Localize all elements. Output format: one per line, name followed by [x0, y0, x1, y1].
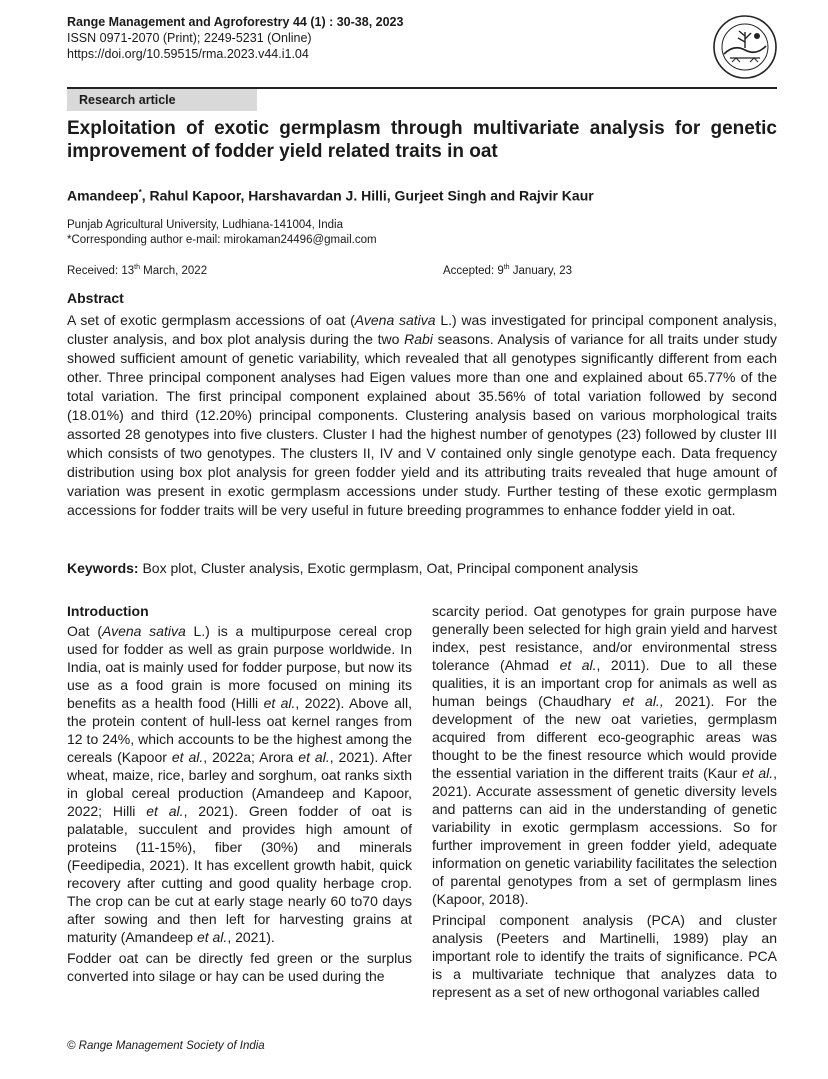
abstract-text: A set of exotic germplasm accessions of oat (Avena sativa L.) was investigated for principal component analysis, cluster analysis, and box plot analysis during the two Rabi seasons. Analysis of variance for all traits under study showed sufficient amount of genetic variability, which revealed that all genotypes significantly different from each other. Three principal component analyses had Eigen values more than one and explained about 65.77% of the total variation. The first principal component explained about 35.56% of total variation followed by second (18.01%) and third (12.20%) principal components. Clustering analysis based on various morphological traits assorted 28 genotypes into five clusters. Cluster I had the highest number of genotypes (23) followed by cluster III which consists of two genotypes. The clusters II, IV and V contained only single genotype each. Data frequency distribution using box plot analysis for green fodder yield and its attributing traits revealed that huge amount of variation was present in exotic germplasm accessions under study. Further testing of these exotic germplasm accessions for fodder traits will be very useful in future breeding programmes to enhance fodder yield in oat. [67, 312, 777, 518]
other-authors: , Rahul Kapoor, Harshavardan J. Hilli, Gurjeet Singh and Rajvir Kaur [141, 187, 594, 204]
intro-paragraph-2-cont: scarcity period. Oat genotypes for grain purpose have generally been selected for high grain yield and harvest index, pest resistance, and/or environmental stress tolerance (Ahmad et al., 2011). Due to all these qualities, it is an important crop for animals as well as human beings (Chaudhary et al., 2021). For the development of the new oat varieties, germplasm acquired from different eco-geographic areas was thought to be the finest resource which would provide the essential variation in the different traits (Kaur et al., 2021). Accurate assessment of genetic diversity levels and patterns can aid in the understanding of genetic variability in exotic germplasm accessions. So for further improvement in green fodder yield, adequate information on genetic variability facilitates the selection of parental genotypes from a set of germplasm lines (Kapoor, 2018). [432, 603, 778, 907]
corresponding-mark: * [138, 188, 142, 197]
article-title: Exploitation of exotic germplasm through multivariate analysis for genetic improvement of fodder yield related traits in oat [67, 118, 777, 162]
corresponding-email: *Corresponding author e-mail: mirokaman24496@gmail.com [67, 234, 377, 246]
introduction-heading: Introduction [67, 603, 149, 619]
accepted-date: Accepted: 9th January, 23 [443, 264, 573, 277]
abstract-heading: Abstract [67, 290, 124, 306]
intro-paragraph-2: Fodder oat can be directly fed green or the surplus converted into silage or hay can be used during the [67, 950, 412, 984]
issn: ISSN 0971-2070 (Print); 2249-5231 (Online) [67, 31, 312, 45]
society-seal-logo [712, 14, 778, 80]
journal-citation: Range Management and Agroforestry 44 (1) : 30-38, 2023 [67, 15, 404, 29]
intro-paragraph-3: Principal component analysis (PCA) and cluster analysis (Peeters and Martinelli, 1989) play an important role to identify the traits of significance. PCA is a multivariate technique that analyzes data to represent as a set of new orthogonal variables called [432, 912, 777, 1000]
received-date: Received: 13th March, 2022 [67, 264, 208, 277]
doi-link[interactable]: https://doi.org/10.59515/rma.2023.v44.i1.04 [67, 47, 309, 61]
article-type-badge: Research article [67, 89, 257, 111]
author-list [67, 184, 594, 205]
first-author: Amandeep [67, 187, 139, 204]
institution: Punjab Agricultural University, Ludhiana-141004, India [67, 219, 343, 231]
body-column-right [432, 602, 777, 1004]
journal-header [67, 14, 403, 62]
affiliation-block [67, 218, 377, 248]
keywords-label: Keywords: [67, 560, 139, 576]
copyright-footer: © Range Management Society of India [67, 1040, 265, 1052]
body-column-left [67, 602, 412, 988]
intro-paragraph-1: Oat (Avena sativa L.) is a multipurpose cereal crop used for fodder as well as grain purpose worldwide. In India, oat is mainly used for fodder purpose, but now its use as a food grain is more focused on mining its benefits as a health food (Hilli et al., 2022). Above all, the protein content of hull-less oat kernel ranges from 12 to 24%, which accounts to be the highest among the cereals (Kapoor et al., 2022a; Arora et al., 2021). After wheat, maize, rice, barley and sorghum, oat ranks sixth in global cereal production (Amandeep and Kapoor, 2022; Hilli et al., 2021). Green fodder of oat is palatable, succulent and provides high amount of proteins (11-15%), fiber (30%) and minerals (Feedipedia, 2021). It has excellent growth habit, quick recovery after cutting and good quality herbage crop. The crop can be cut at early stage nearly 60 to70 days after sowing and then left for harvesting grains at maturity (Amandeep et al., 2021). [67, 623, 412, 945]
keywords-line [67, 559, 638, 578]
keywords-text: Box plot, Cluster analysis, Exotic germplasm, Oat, Principal component analysis [138, 560, 639, 576]
